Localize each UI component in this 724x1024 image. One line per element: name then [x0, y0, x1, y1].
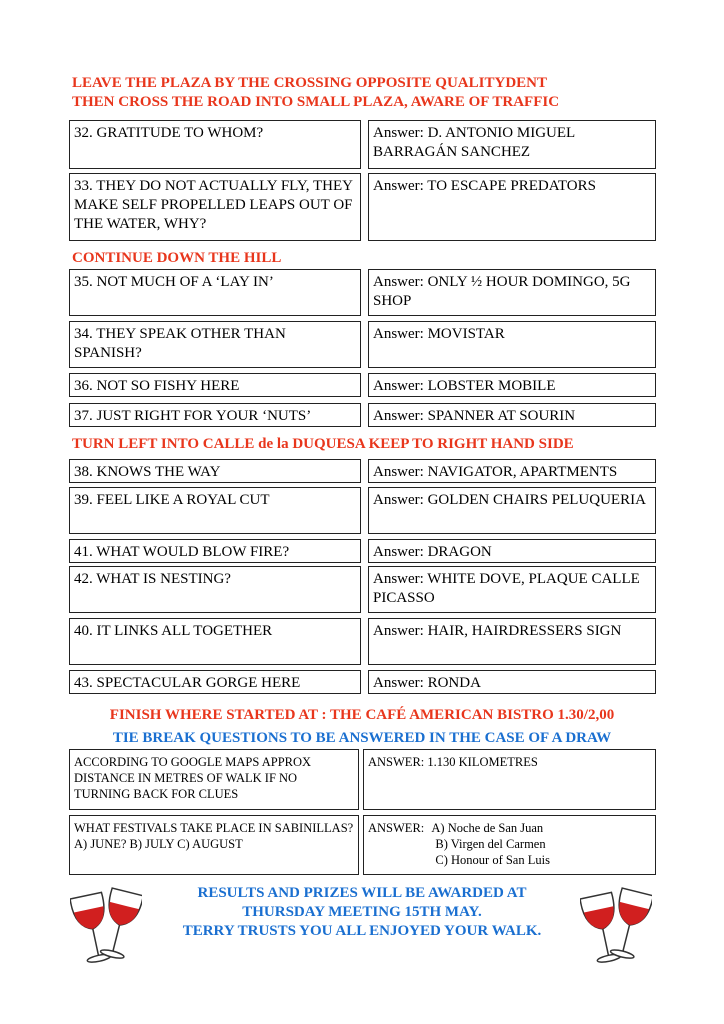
direction-heading-1 [72, 74, 559, 112]
question-cell: 42. WHAT IS NESTING? [69, 566, 361, 613]
question-cell: 32. GRATITUDE TO WHOM? [69, 120, 361, 169]
question-cell: 38. KNOWS THE WAY [69, 459, 361, 483]
tiebreak-question-cell: ACCORDING TO GOOGLE MAPS APPROX DISTANCE IN METRES OF WALK IF NO TURNING BACK FOR CLUES [69, 749, 359, 810]
question-cell: 35. NOT MUCH OF A ‘LAY IN’ [69, 269, 361, 316]
answer-cell: Answer: DRAGON [368, 539, 656, 563]
answer-cell: Answer: HAIR, HAIRDRESSERS SIGN [368, 618, 656, 665]
answer-option: A) Noche de San Juan [431, 821, 544, 835]
results-line: RESULTS AND PRIZES WILL BE AWARDED AT [197, 885, 527, 901]
tiebreak-question-cell: WHAT FESTIVALS TAKE PLACE IN SABINILLAS? A) JUNE? B) JULY C) AUGUST [69, 815, 359, 875]
results-line: TERRY TRUSTS YOU ALL ENJOYED YOUR WALK. [182, 923, 542, 939]
answer-cell: Answer: NAVIGATOR, APARTMENTS [368, 459, 656, 483]
answer-cell: Answer: RONDA [368, 670, 656, 694]
wine-glasses-icon [580, 885, 652, 970]
answer-options [431, 820, 550, 868]
question-cell: 33. THEY DO NOT ACTUALLY FLY, THEY MAKE SELF PROPELLED LEAPS OUT OF THE WATER, WHY? [69, 173, 361, 241]
answer-cell: Answer: SPANNER AT SOURIN [368, 403, 656, 427]
wine-glasses-icon [70, 885, 142, 970]
tiebreak-heading: TIE BREAK QUESTIONS TO BE ANSWERED IN THE CASE OF A DRAW [112, 730, 612, 746]
direction-line: THEN CROSS THE ROAD INTO SMALL PLAZA, AWARE OF TRAFFIC [72, 94, 560, 110]
answer-option: C) Honour of San Luis [435, 853, 550, 867]
direction-line: LEAVE THE PLAZA BY THE CROSSING OPPOSITE QUALITYDENT [72, 75, 547, 91]
results-line: THURSDAY MEETING 15TH MAY. [242, 904, 482, 920]
direction-heading-2: CONTINUE DOWN THE HILL [72, 250, 282, 266]
answer-cell: Answer: D. ANTONIO MIGUEL BARRAGÁN SANCHEZ [368, 120, 656, 169]
answer-cell: Answer: WHITE DOVE, PLAQUE CALLE PICASSO [368, 566, 656, 613]
answer-cell: Answer: GOLDEN CHAIRS PELUQUERIA [368, 487, 656, 534]
question-cell: 36. NOT SO FISHY HERE [69, 373, 361, 397]
answer-cell: Answer: LOBSTER MOBILE [368, 373, 656, 397]
question-cell: 34. THEY SPEAK OTHER THAN SPANISH? [69, 321, 361, 368]
finish-text: FINISH WHERE STARTED AT : THE CAFÉ AMERICAN BISTRO 1.30/2,00 [109, 707, 615, 723]
direction-heading-3: TURN LEFT INTO CALLE de la DUQUESA KEEP TO RIGHT HAND SIDE [72, 436, 574, 452]
question-cell: 41. WHAT WOULD BLOW FIRE? [69, 539, 361, 563]
question-cell: 40. IT LINKS ALL TOGETHER [69, 618, 361, 665]
tiebreak-answer-cell [363, 815, 656, 875]
answer-label: ANSWER: [368, 821, 425, 835]
question-cell: 43. SPECTACULAR GORGE HERE [69, 670, 361, 694]
answer-cell: Answer: MOVISTAR [368, 321, 656, 368]
answer-cell: Answer: TO ESCAPE PREDATORS [368, 173, 656, 241]
tiebreak-answer-cell: ANSWER: 1.130 KILOMETRES [363, 749, 656, 810]
answer-option: B) Virgen del Carmen [435, 837, 546, 851]
answer-cell: Answer: ONLY ½ HOUR DOMINGO, 5G SHOP [368, 269, 656, 316]
question-cell: 37. JUST RIGHT FOR YOUR ‘NUTS’ [69, 403, 361, 427]
question-cell: 39. FEEL LIKE A ROYAL CUT [69, 487, 361, 534]
